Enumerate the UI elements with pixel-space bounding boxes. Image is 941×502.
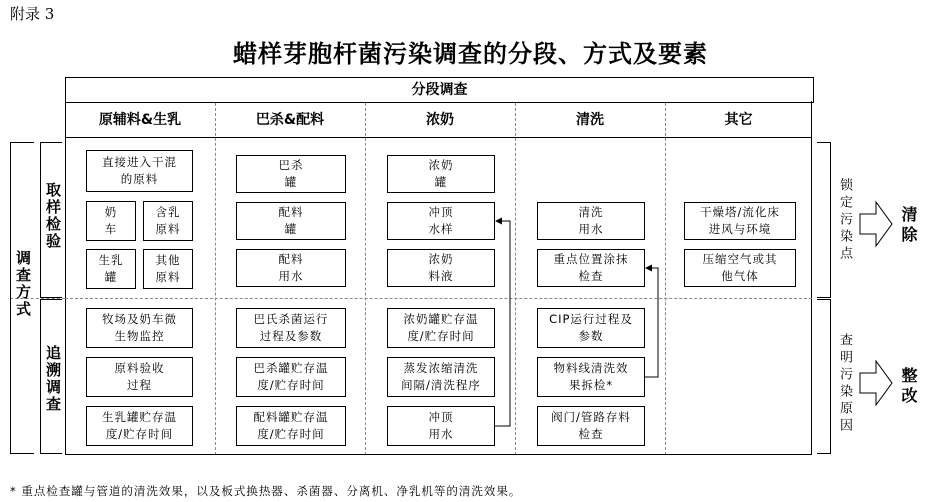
right-arrow-icon [860,202,892,246]
trace-conc-tank-storage: 浓奶罐贮存温 度/贮存时间 [387,308,495,348]
trace-past-tank-storage: 巴杀罐贮存温 度/贮存时间 [236,357,346,397]
column-header-raw: 原辅料&生乳 [98,112,182,128]
sampling-milk-truck: 奶 车 [86,201,136,241]
find-cause-label: 查明污染原因 [837,333,852,435]
remove-action-label: 清除 [899,206,918,246]
method-label: 调查方式 [14,250,32,318]
trace-flush-water: 冲顶 用水 [387,406,495,446]
sampling-other-material: 其他 原料 [143,249,193,289]
column-header-cleaning: 清洗 [576,112,604,128]
locate-point-label: 锁定污染点 [837,178,852,263]
stage-header: 分段调查 [65,77,814,103]
sampling-milk-material: 含乳 原料 [143,201,193,241]
footnote: * 重点检查罐与管道的清洗效果，以及板式换热器、杀菌器、分离机、净乳机等的清洗效果。 [10,484,522,498]
sampling-swab-check: 重点位置涂抹 检查 [537,249,645,287]
trace-evaporator-cleaning: 蒸发浓缩清洗 间隔/清洗程序 [387,357,495,397]
sampling-batch-water: 配料 用水 [236,249,346,287]
arrow-head-icon [645,265,652,272]
rectify-action-label: 整改 [899,367,918,407]
page-title: 蜡样芽胞杆菌污染调查的分段、方式及要素 [233,39,708,68]
column-header-concentrate: 浓奶 [426,112,454,128]
sampling-batch-tank: 配料 罐 [236,202,346,240]
sampling-past-tank: 巴杀 罐 [236,155,346,193]
arrow-head-icon [495,218,502,225]
column-header-pasteurize: 巴杀&配料 [255,112,325,128]
sampling-label: 取样检验 [44,182,62,250]
trace-raw-tank-storage: 生乳罐贮存温 度/贮存时间 [86,406,193,446]
trace-valve-pipe-check: 阀门/管路存料 检查 [537,406,645,446]
cause-bracket [817,299,831,454]
sampling-conc-tank: 浓奶 罐 [387,155,495,193]
sampling-dryer-air: 干燥塔/流化床 进风与环境 [684,202,796,240]
sampling-clean-water: 清洗 用水 [537,202,645,240]
right-arrow-icon [860,361,892,405]
column-header-other: 其它 [724,112,753,128]
teardown-connector [645,268,658,377]
trace-acceptance: 原料验收 过程 [86,357,193,397]
trace-label: 追溯调查 [44,345,62,413]
trace-cip-params: CIP运行过程及 参数 [537,308,645,348]
sampling-conc-liquid: 浓奶 料液 [387,249,495,287]
appendix-label: 附录 3 [10,5,55,23]
sampling-compressed-air: 压缩空气或其 他气体 [684,249,796,287]
sampling-flush-water: 冲顶 水样 [387,202,495,240]
flush-water-connector [495,221,510,426]
trace-past-params: 巴氏杀菌运行 过程及参数 [236,308,346,348]
trace-line-teardown: 物料线清洗效 果拆检* [537,357,645,397]
sampling-raw-milk-tank: 生乳 罐 [86,249,136,289]
trace-batch-tank-storage: 配料罐贮存温 度/贮存时间 [236,406,346,446]
trace-farm-monitoring: 牧场及奶车微 生物监控 [86,308,193,348]
sampling-direct-material: 直接进入干混 的原料 [86,150,193,192]
locate-bracket [817,142,831,298]
